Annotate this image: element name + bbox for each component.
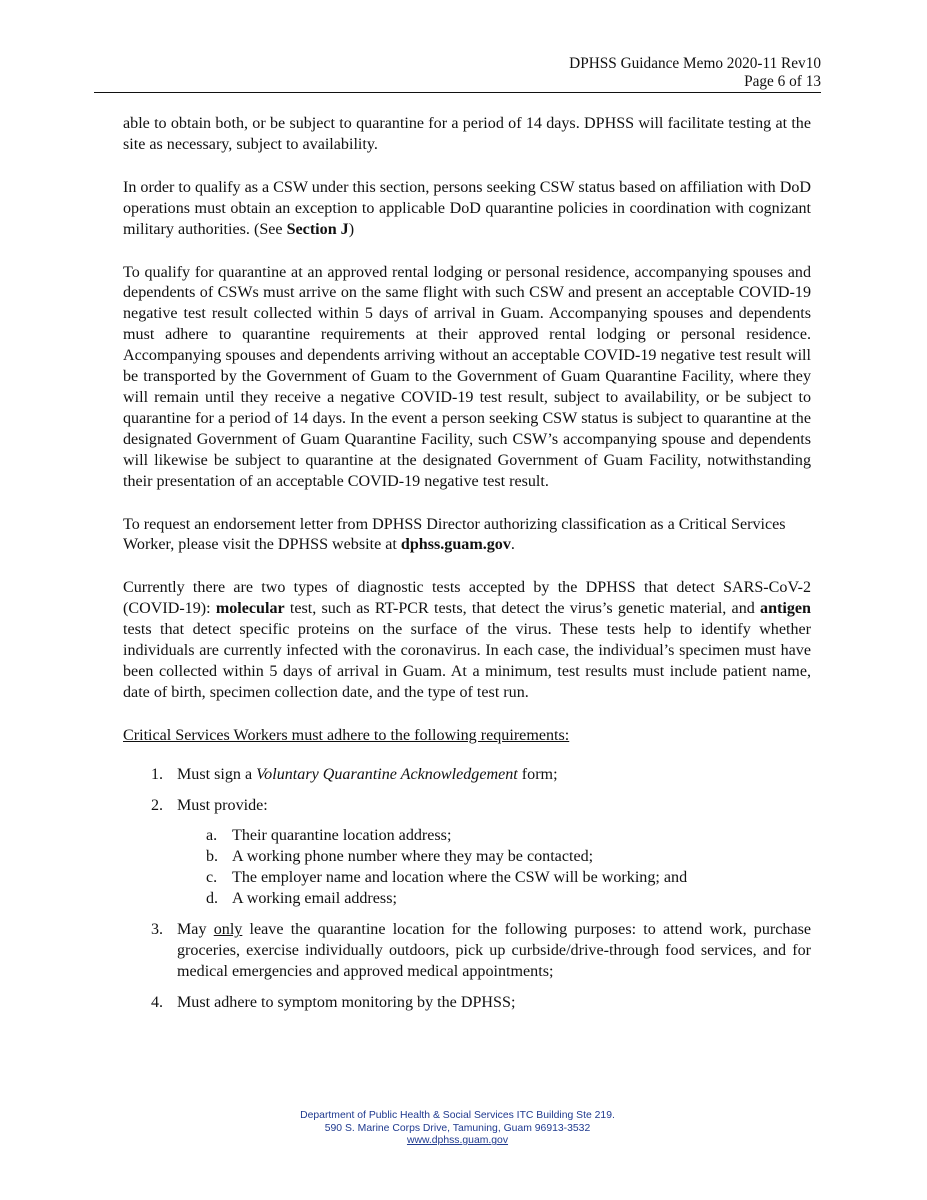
text: leave the quarantine location for the following purposes: to attend work, purchase groceries, exercise individually outdoors, pick up curbside/drive-through food services, and for medical emergencies and approved medical appointments; (177, 921, 812, 980)
list-item (123, 920, 811, 983)
list-text (177, 765, 811, 786)
document-body (123, 114, 811, 1024)
term-molecular: molecular (215, 600, 285, 618)
term-antigen: antigen (760, 600, 811, 618)
emphasis-only: only (213, 921, 243, 939)
requirements-heading (123, 726, 811, 747)
footer-department: Department of Public Health & Social Services ITC Building Ste 219. (300, 1110, 615, 1121)
requirements-list (123, 765, 811, 1014)
text: To request an endorsement letter from DPHSS Director authorizing classification as a Critical Services Worker, please visit the DPHSS website at (123, 515, 786, 554)
section-reference: Section J (286, 220, 349, 238)
list-number: 3. (151, 921, 164, 939)
sub-list-text: A working phone number where they may be contacted; (232, 848, 594, 866)
sub-list-item (177, 868, 811, 889)
list-number: 4. (151, 993, 164, 1011)
form-name: Voluntary Quarantine Acknowledgement (256, 765, 518, 783)
text: form; (517, 765, 558, 783)
paragraph-dod-exception (123, 178, 811, 241)
text: ) (348, 220, 355, 238)
sub-list-letter: b. (206, 848, 219, 866)
sub-list-item (177, 847, 811, 868)
list-text (177, 920, 811, 983)
memo-title: DPHSS Guidance Memo 2020-11 Rev10 (569, 55, 821, 72)
paragraph-diagnostic-tests (123, 578, 811, 703)
sub-list-item (177, 889, 811, 910)
sub-list-text: A working email address; (232, 890, 397, 908)
text: . (510, 536, 515, 554)
page-footer (94, 1110, 821, 1148)
sub-list-letter: a. (206, 827, 218, 845)
list-item (123, 765, 811, 786)
header-divider (94, 92, 821, 93)
list-item (123, 796, 811, 911)
paragraph-spouses-dependents: To qualify for quarantine at an approved rental lodging or personal residence, accompanying spouses and dependents of CSWs must arrive on the same flight with such CSW and present an acceptable COVID-19 negative test result collected within 5 days of arrival in Guam. Accompanying spouses and dependents must adhere to quarantine requirements at their approved rental lodging or personal residence. Accompanying spouses and dependents arriving without an acceptable COVID-19 negative test result will be transported by the Government of Guam to the Government of Guam Quarantine Facility, where they will remain until they receive a negative COVID-19 test result, subject to availability, or be subject to quarantine for a period of 14 days. In the event a person seeking CSW status is subject to quarantine at the designated Government of Guam Quarantine Facility, such CSW’s accompanying spouse and dependents will likewise be subject to quarantine at the designated Government of Guam Facility, notwithstanding their presentation of an acceptable COVID-19 negative test result. (123, 263, 811, 490)
sub-list-text: Their quarantine location address; (232, 827, 452, 845)
list-number: 1. (151, 765, 164, 783)
sub-list-letter: d. (206, 890, 219, 908)
footer-website-link[interactable]: www.dphss.guam.gov (406, 1135, 509, 1147)
website-reference: dphss.guam.gov (400, 536, 511, 554)
text: tests that detect specific proteins on the surface of the virus. These tests help to identify whether individuals are currently infected with the coronavirus. In each case, the individual’s specimen must have been collected within 5 days of arrival in Guam. At a minimum, test results must include patient name, date of birth, specimen collection date, and the type of test run. (123, 621, 811, 701)
sub-list (177, 826, 811, 910)
text: Currently there are two types of diagnostic tests accepted by the DPHSS that detect SARS-CoV-2 (COVID-19): (123, 579, 811, 618)
text: May (177, 921, 214, 939)
text: test, such as RT-PCR tests, that detect the virus’s genetic material, and (284, 600, 761, 618)
sub-list-text: The employer name and location where the CSW will be working; and (232, 869, 688, 887)
sub-list-item (177, 826, 811, 847)
text: Must sign a (177, 765, 257, 783)
text: In order to qualify as a CSW under this section, persons seeking CSW status based on affiliation with DoD operations must obtain an exception to applicable DoD quarantine policies in coordination with cognizant military authorities. (See (123, 178, 811, 238)
page-number: Page 6 of 13 (744, 73, 821, 90)
paragraph-endorsement-letter (123, 515, 811, 557)
footer-address: 590 S. Marine Corps Drive, Tamuning, Guam 96913-3532 (324, 1122, 591, 1134)
list-number: 2. (151, 796, 164, 814)
sub-list-letter: c. (206, 869, 218, 887)
list-item (123, 993, 811, 1014)
page-header (94, 55, 821, 91)
list-text: Must adhere to symptom monitoring by the DPHSS; (177, 993, 516, 1011)
paragraph-testing-site: able to obtain both, or be subject to quarantine for a period of 14 days. DPHSS will facilitate testing at the site as necessary, subject to availability. (123, 115, 811, 153)
heading-text: Critical Services Workers must adhere to the following requirements: (123, 726, 570, 744)
list-text: Must provide: (177, 796, 268, 814)
